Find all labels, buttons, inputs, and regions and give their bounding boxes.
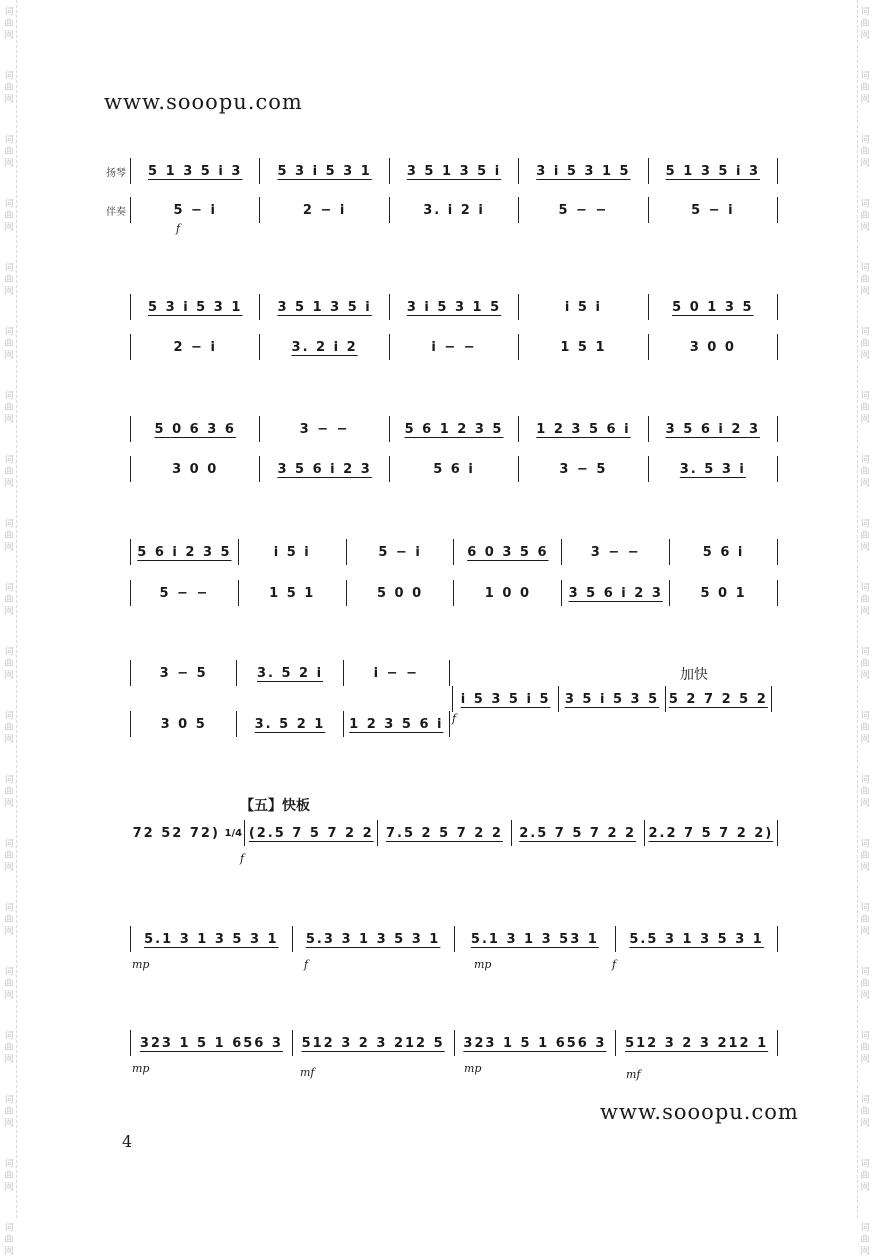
watermark-group — [4, 1158, 13, 1194]
watermark-char: 网 — [860, 31, 870, 41]
watermark-char: 词 — [4, 967, 14, 977]
watermark-group — [4, 582, 13, 618]
watermark-char: 词 — [4, 1095, 14, 1105]
watermark-char: 网 — [4, 671, 14, 681]
watermark-char: 曲 — [860, 979, 870, 989]
measure: 5 0 1 3 5 — [648, 294, 778, 320]
measure: 323 1 5 1 656 3 — [130, 1030, 292, 1056]
watermark-char: 词 — [4, 903, 14, 913]
measure: 2.2 7 5 7 2 2) — [644, 820, 778, 846]
measure: 3. i 2 i — [389, 197, 518, 223]
watermark-char: 网 — [4, 863, 14, 873]
watermark-char: 曲 — [860, 531, 870, 541]
system-4-bottom — [130, 580, 778, 606]
watermark-char: 词 — [860, 71, 870, 81]
measure: i 5 3 5 i 5 — [452, 686, 558, 712]
watermark-group — [860, 198, 869, 234]
measure: 1 5 1 — [518, 334, 647, 360]
measure: 3. 5 2 1 — [236, 711, 342, 737]
system-6 — [130, 820, 778, 846]
time-signature: 1/4 — [224, 827, 243, 839]
watermark-char: 曲 — [860, 723, 870, 733]
watermark-char: 词 — [860, 519, 870, 529]
watermark-group — [4, 966, 13, 1002]
watermark-char: 词 — [4, 455, 14, 465]
watermark-char: 曲 — [4, 723, 14, 733]
measure: 3 5 i 5 3 5 — [558, 686, 664, 712]
measure: 3 i 5 3 1 5 — [389, 294, 518, 320]
watermark-group — [860, 262, 869, 298]
measure: 3 5 6 i 2 3 — [648, 416, 778, 442]
watermark-char: 曲 — [860, 1107, 870, 1117]
dynamic-mark: mp — [132, 1062, 150, 1075]
watermark-char: 词 — [860, 263, 870, 273]
watermark-char: 曲 — [4, 595, 14, 605]
watermark-char: 词 — [4, 583, 14, 593]
watermark-char: 词 — [860, 903, 870, 913]
watermark-group — [860, 774, 869, 810]
watermark-char: 网 — [4, 799, 14, 809]
measure: 1 5 1 — [238, 580, 346, 606]
measure: 5 0 1 — [669, 580, 778, 606]
measure: 1 0 0 — [453, 580, 561, 606]
watermark-char: 网 — [860, 1055, 870, 1065]
watermark-char: 曲 — [4, 147, 14, 157]
measure: 3. 5 2 i — [236, 660, 342, 686]
system-3-top — [130, 416, 778, 442]
measure: 1 2 3 5 6 i — [518, 416, 647, 442]
dynamic-mark: f — [452, 712, 457, 725]
watermark-char: 曲 — [4, 851, 14, 861]
watermark-char: 网 — [4, 95, 14, 105]
measure: i 5 i — [238, 539, 346, 565]
measure: 3. 5 3 i — [648, 456, 778, 482]
watermark-char: 词 — [860, 711, 870, 721]
watermark-char: 网 — [860, 863, 870, 873]
measure: 5 6 1 2 3 5 — [389, 416, 518, 442]
watermark-char: 网 — [860, 415, 870, 425]
watermark-char: 曲 — [4, 275, 14, 285]
watermark-char: 网 — [4, 1119, 14, 1129]
dulcimer-label: 扬琴 — [106, 167, 126, 179]
watermark-group — [860, 518, 869, 554]
watermark-char: 词 — [860, 1223, 870, 1233]
watermark-char: 网 — [4, 415, 14, 425]
dynamic-mark: f — [240, 852, 245, 865]
watermark-char: 词 — [4, 199, 14, 209]
watermark-char: 词 — [860, 455, 870, 465]
watermark-group — [860, 966, 869, 1002]
measure: 5 − − — [130, 580, 238, 606]
watermark-char: 词 — [860, 327, 870, 337]
measure: i − − — [389, 334, 518, 360]
measure: 3 5 1 3 5 i — [389, 158, 518, 184]
measure: 5 1 3 5 i 3 — [130, 158, 259, 184]
dynamic-mark: f — [304, 958, 309, 971]
system-8 — [130, 1030, 778, 1056]
measure: 3 − 5 — [518, 456, 647, 482]
watermark-char: 词 — [860, 967, 870, 977]
measure: 512 3 2 3 212 5 — [292, 1030, 454, 1056]
tempo-mark: 加快 — [680, 667, 708, 683]
measure: 3 i 5 3 1 5 — [518, 158, 647, 184]
watermark-char: 词 — [4, 1223, 14, 1233]
watermark-group — [4, 70, 13, 106]
measure: 5.1 3 1 3 5 3 1 — [130, 926, 292, 952]
watermark-char: 曲 — [860, 1235, 870, 1245]
watermark-group — [4, 902, 13, 938]
watermark-char: 网 — [4, 479, 14, 489]
measure: 7.5 2 5 7 2 2 — [377, 820, 510, 846]
watermark-group — [860, 1094, 869, 1130]
watermark-group — [4, 1094, 13, 1130]
measure: 5 − i — [130, 197, 259, 223]
watermark-char: 网 — [860, 671, 870, 681]
watermark-char: 网 — [4, 735, 14, 745]
system-4-top — [130, 539, 778, 565]
watermark-char: 曲 — [860, 659, 870, 669]
measure: 5 1 3 5 i 3 — [648, 158, 778, 184]
watermark-group — [860, 134, 869, 170]
watermark-group — [860, 1030, 869, 1066]
system-1-top — [106, 158, 778, 184]
watermark-char: 网 — [860, 95, 870, 105]
system-3-bottom — [130, 456, 778, 482]
measure: 3 − − — [259, 416, 388, 442]
dynamic-mark: mf — [626, 1068, 641, 1081]
watermark-char: 曲 — [860, 787, 870, 797]
watermark-char: 网 — [4, 991, 14, 1001]
watermark-char: 曲 — [4, 1235, 14, 1245]
measure: 3. 2 i 2 — [259, 334, 388, 360]
watermark-char: 网 — [4, 287, 14, 297]
watermark-char: 曲 — [4, 467, 14, 477]
watermark-char: 曲 — [4, 979, 14, 989]
watermark-group — [860, 1158, 869, 1194]
watermark-group — [860, 582, 869, 618]
watermark-char: 网 — [860, 543, 870, 553]
watermark-char: 网 — [4, 351, 14, 361]
watermark-char: 曲 — [4, 915, 14, 925]
watermark-char: 曲 — [860, 339, 870, 349]
watermark-char: 词 — [860, 1159, 870, 1169]
measure: 3 5 6 i 2 3 — [561, 580, 669, 606]
watermark-char: 网 — [860, 1183, 870, 1193]
watermark-char: 网 — [4, 31, 14, 41]
watermark-char: 网 — [4, 223, 14, 233]
right-watermark-strip — [857, 0, 872, 1257]
page-number: 4 — [122, 1132, 133, 1151]
watermark-group — [860, 6, 869, 42]
measure: 3 5 6 i 2 3 — [259, 456, 388, 482]
watermark-char: 网 — [860, 799, 870, 809]
measure: 5 − i — [346, 539, 454, 565]
watermark-char: 网 — [860, 735, 870, 745]
watermark-char: 网 — [860, 159, 870, 169]
watermark-char: 词 — [860, 647, 870, 657]
watermark-char: 词 — [860, 775, 870, 785]
measure: 5 0 0 — [346, 580, 454, 606]
watermark-char: 网 — [860, 1247, 870, 1257]
watermark-char: 曲 — [860, 467, 870, 477]
watermark-char: 网 — [4, 159, 14, 169]
watermark-char: 曲 — [860, 403, 870, 413]
watermark-char: 曲 — [860, 147, 870, 157]
watermark-char: 曲 — [4, 1043, 14, 1053]
watermark-char: 词 — [4, 391, 14, 401]
watermark-char: 词 — [860, 839, 870, 849]
watermark-char: 曲 — [4, 403, 14, 413]
watermark-char: 词 — [4, 71, 14, 81]
dynamic-mark: mp — [464, 1062, 482, 1075]
watermark-group — [4, 1222, 13, 1258]
section-title: 【五】快板 — [240, 798, 310, 814]
measure: 512 3 2 3 212 1 — [615, 1030, 778, 1056]
watermark-char: 曲 — [860, 83, 870, 93]
watermark-char: 曲 — [860, 1043, 870, 1053]
measure: 3 0 0 — [130, 456, 259, 482]
system-7 — [130, 926, 778, 952]
watermark-group — [860, 902, 869, 938]
watermark-char: 网 — [4, 1055, 14, 1065]
measure: 2.5 7 5 7 2 2 — [511, 820, 644, 846]
measure: 72 52 72) — [132, 825, 220, 841]
watermark-group — [860, 70, 869, 106]
watermark-group — [4, 710, 13, 746]
measure: 5 3 i 5 3 1 — [259, 158, 388, 184]
measure: 3 5 1 3 5 i — [259, 294, 388, 320]
measure: 5.3 3 1 3 5 3 1 — [292, 926, 454, 952]
watermark-char: 曲 — [860, 851, 870, 861]
measure: 5 2 7 2 5 2 — [665, 686, 772, 712]
measure: 5 6 i 2 3 5 — [130, 539, 238, 565]
watermark-char: 曲 — [4, 1107, 14, 1117]
watermark-group — [4, 518, 13, 554]
watermark-char: 词 — [4, 327, 14, 337]
header-url: www.sooopu.com — [104, 90, 303, 114]
watermark-group — [4, 326, 13, 362]
watermark-char: 词 — [4, 263, 14, 273]
watermark-char: 词 — [860, 1095, 870, 1105]
measure: 3 0 5 — [130, 711, 236, 737]
watermark-char: 曲 — [4, 659, 14, 669]
watermark-char: 网 — [860, 927, 870, 937]
watermark-char: 曲 — [860, 595, 870, 605]
measure: i − − — [343, 660, 450, 686]
watermark-group — [860, 454, 869, 490]
dynamic-mark: mf — [300, 1066, 315, 1079]
watermark-char: 曲 — [4, 531, 14, 541]
measure: 3 − − — [561, 539, 669, 565]
measure: 1 2 3 5 6 i — [343, 711, 450, 737]
watermark-group — [860, 1222, 869, 1258]
watermark-char: 词 — [4, 711, 14, 721]
watermark-char: 曲 — [4, 787, 14, 797]
watermark-char: 网 — [4, 607, 14, 617]
watermark-char: 网 — [860, 223, 870, 233]
watermark-char: 曲 — [4, 83, 14, 93]
watermark-group — [4, 1030, 13, 1066]
watermark-char: 网 — [860, 479, 870, 489]
watermark-char: 曲 — [4, 19, 14, 29]
accompaniment-label: 伴奏 — [106, 206, 126, 218]
watermark-char: 词 — [4, 775, 14, 785]
measure: 5.1 3 1 3 53 1 — [454, 926, 616, 952]
watermark-group — [4, 774, 13, 810]
watermark-group — [4, 390, 13, 426]
watermark-char: 网 — [860, 1119, 870, 1129]
measure: 3 0 0 — [648, 334, 778, 360]
system-5-link — [452, 686, 772, 712]
measure: 5.5 3 1 3 5 3 1 — [615, 926, 778, 952]
watermark-char: 词 — [860, 135, 870, 145]
watermark-group — [860, 390, 869, 426]
watermark-char: 曲 — [860, 275, 870, 285]
watermark-char: 网 — [860, 607, 870, 617]
watermark-char: 网 — [860, 287, 870, 297]
watermark-char: 词 — [4, 1159, 14, 1169]
watermark-char: 曲 — [860, 19, 870, 29]
watermark-group — [4, 134, 13, 170]
measure: 5 6 i — [389, 456, 518, 482]
dynamic-mark: mp — [132, 958, 150, 971]
measure: 5 − i — [648, 197, 778, 223]
watermark-char: 网 — [4, 1183, 14, 1193]
watermark-group — [860, 326, 869, 362]
watermark-char: 网 — [860, 351, 870, 361]
watermark-char: 词 — [860, 391, 870, 401]
measure: 5 6 i — [669, 539, 778, 565]
watermark-char: 网 — [4, 543, 14, 553]
measure: (2.5 7 5 7 2 2 — [244, 820, 377, 846]
watermark-char: 曲 — [4, 1171, 14, 1181]
system-1-bottom — [106, 197, 778, 223]
watermark-group — [860, 646, 869, 682]
watermark-char: 词 — [860, 7, 870, 17]
watermark-char: 曲 — [860, 1171, 870, 1181]
watermark-group — [4, 6, 13, 42]
watermark-char: 曲 — [4, 339, 14, 349]
watermark-char: 曲 — [4, 211, 14, 221]
system-5-top — [130, 660, 450, 686]
dynamic-mark: mp — [474, 958, 492, 971]
watermark-char: 词 — [860, 1031, 870, 1041]
watermark-char: 词 — [4, 519, 14, 529]
watermark-char: 网 — [4, 1247, 14, 1257]
dynamic-mark: f — [176, 222, 181, 235]
watermark-group — [860, 710, 869, 746]
footer-url: www.sooopu.com — [600, 1100, 799, 1124]
system-2-bottom — [130, 334, 778, 360]
watermark-group — [4, 262, 13, 298]
left-watermark-strip — [2, 0, 17, 1257]
watermark-char: 网 — [4, 927, 14, 937]
dynamic-mark: f — [612, 958, 617, 971]
watermark-group — [860, 838, 869, 874]
watermark-char: 词 — [4, 1031, 14, 1041]
watermark-char: 词 — [4, 839, 14, 849]
watermark-char: 词 — [4, 7, 14, 17]
measure: 323 1 5 1 656 3 — [454, 1030, 616, 1056]
watermark-group — [4, 838, 13, 874]
watermark-char: 曲 — [860, 915, 870, 925]
watermark-char: 词 — [860, 583, 870, 593]
measure: 5 − − — [518, 197, 647, 223]
watermark-char: 曲 — [860, 211, 870, 221]
watermark-group — [4, 646, 13, 682]
measure: 5 3 i 5 3 1 — [130, 294, 259, 320]
watermark-char: 网 — [860, 991, 870, 1001]
system-5-bottom — [130, 711, 450, 737]
measure: 2 − i — [259, 197, 388, 223]
measure: 6 0 3 5 6 — [453, 539, 561, 565]
watermark-char: 词 — [4, 135, 14, 145]
watermark-char: 词 — [4, 647, 14, 657]
watermark-group — [4, 454, 13, 490]
measure: i 5 i — [518, 294, 647, 320]
measure: 3 − 5 — [130, 660, 236, 686]
measure: 5 0 6 3 6 — [130, 416, 259, 442]
watermark-char: 词 — [860, 199, 870, 209]
watermark-group — [4, 198, 13, 234]
measure: 2 − i — [130, 334, 259, 360]
system-2-top — [130, 294, 778, 320]
